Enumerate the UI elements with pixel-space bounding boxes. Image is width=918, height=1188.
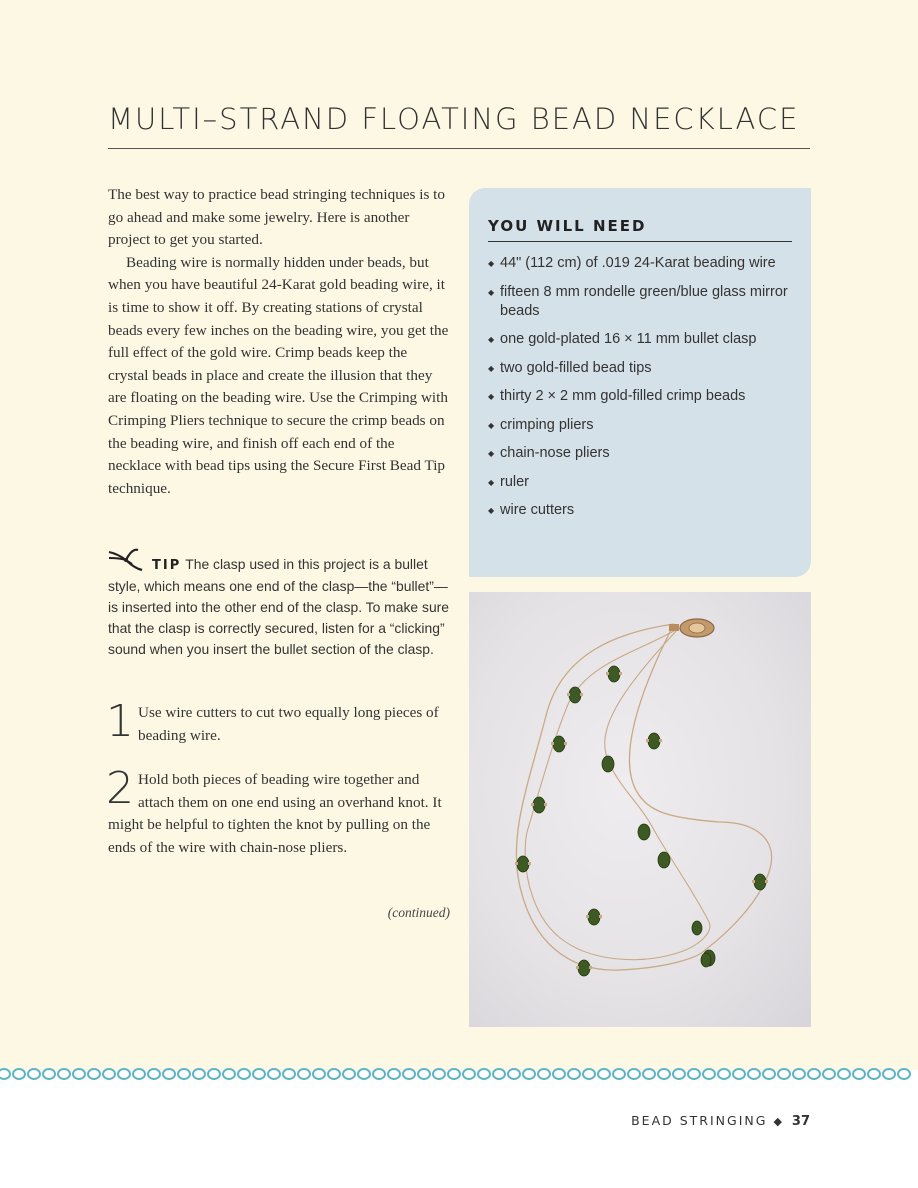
chain-link — [358, 1069, 370, 1079]
chain-link — [733, 1069, 745, 1079]
chain-link — [133, 1069, 145, 1079]
chain-link — [688, 1069, 700, 1079]
you-will-need-title: YOU WILL NEED — [488, 217, 792, 242]
step-number: 2 — [106, 763, 134, 814]
chain-link — [148, 1069, 160, 1079]
chain-link — [553, 1069, 565, 1079]
chain-link — [658, 1069, 670, 1079]
chain-link — [673, 1069, 685, 1079]
materials-list — [488, 254, 798, 530]
tip-text: The clasp used in this project is a bullet style, which means one end of the clasp—the “bullet”—is inserted into the other end of the clasp. To make sure that the clasp is correctly secured, listen for a “clicking” sound when you insert the bullet section of the clasp. — [108, 556, 450, 657]
chain-link — [853, 1069, 865, 1079]
chain-link — [238, 1069, 250, 1079]
diamond-icon: ◆ — [773, 1115, 784, 1128]
chain-link — [598, 1069, 610, 1079]
list-item: ◆ wire cutters — [488, 501, 798, 520]
intro-paragraph-2: Beading wire is normally hidden under beads, but when you have beautiful 24-Karat gold beading wire, it is time to show it off. By creating stations of crystal beads every few inches on the beading wire, you get the full effect of the gold wire. Crimp beads keep the crystal beads in place and create the illusion that they are floating on the beading wire. Use the Crimping with Crimping Pliers technique to secure the crimp beads on the beading wire, and finish off each end of the necklace with bead tips using the Secure First Bead Tip technique. — [108, 253, 449, 497]
pliers-icon — [108, 548, 152, 572]
list-item: ◆ thirty 2 × 2 mm gold-filled crimp beads — [488, 387, 798, 406]
chain-link — [178, 1069, 190, 1079]
chain-link — [643, 1069, 655, 1079]
chain-link — [493, 1069, 505, 1079]
chain-link — [523, 1069, 535, 1079]
chain-link — [868, 1069, 880, 1079]
continued-note: (continued) — [387, 905, 450, 920]
list-item: ◆ chain-nose pliers — [488, 444, 798, 463]
tip-block — [108, 548, 453, 660]
tip-label: TIP — [152, 558, 182, 573]
chain-link — [748, 1069, 760, 1079]
chain-link — [43, 1069, 55, 1079]
chain-link — [208, 1069, 220, 1079]
chain-link — [343, 1069, 355, 1079]
step-1 — [106, 696, 453, 747]
list-item: ◆ ruler — [488, 473, 798, 492]
chain-link — [73, 1069, 85, 1079]
chain-link — [838, 1069, 850, 1079]
chain-link — [583, 1069, 595, 1079]
page-title: MULTI–STRAND FLOATING BEAD NECKLACE — [108, 102, 800, 136]
chain-link — [703, 1069, 715, 1079]
chain-link — [808, 1069, 820, 1079]
chain-link — [883, 1069, 895, 1079]
chain-link — [898, 1069, 910, 1079]
chain-link — [0, 1069, 10, 1079]
chain-link — [103, 1069, 115, 1079]
chain-link — [508, 1069, 520, 1079]
intro-text — [108, 184, 450, 500]
chain-link — [448, 1069, 460, 1079]
chain-link — [268, 1069, 280, 1079]
chain-link — [793, 1069, 805, 1079]
chain-link — [313, 1069, 325, 1079]
chain-link — [538, 1069, 550, 1079]
chain-link — [718, 1069, 730, 1079]
chain-link — [628, 1069, 640, 1079]
chain-border — [0, 1064, 918, 1084]
chain-link — [403, 1069, 415, 1079]
chain-link — [118, 1069, 130, 1079]
chain-link — [253, 1069, 265, 1079]
chain-link — [568, 1069, 580, 1079]
chain-link — [463, 1069, 475, 1079]
list-item: ◆ crimping pliers — [488, 416, 798, 435]
clasp-icon — [669, 619, 714, 637]
list-item: ◆ two gold-filled bead tips — [488, 359, 798, 378]
list-item: ◆ 44" (112 cm) of .019 24-Karat beading wire — [488, 254, 798, 273]
chain-link — [418, 1069, 430, 1079]
chain-link — [388, 1069, 400, 1079]
chain-link — [88, 1069, 100, 1079]
chain-link — [478, 1069, 490, 1079]
chain-link — [298, 1069, 310, 1079]
chain-link — [163, 1069, 175, 1079]
necklace-illustration — [469, 592, 811, 1027]
step-text: Use wire cutters to cut two equally long pieces of beading wire. — [138, 704, 439, 744]
title-rule — [108, 148, 810, 149]
chain-border-graphic — [0, 1064, 918, 1084]
intro-paragraph-1: The best way to practice bead stringing techniques is to go ahead and make some jewelry. Here is another project to get you started. — [108, 186, 445, 249]
chain-link — [823, 1069, 835, 1079]
chain-link — [13, 1069, 25, 1079]
chain-link — [223, 1069, 235, 1079]
chain-link — [778, 1069, 790, 1079]
step-2 — [106, 763, 453, 859]
step-text: Hold both pieces of beading wire together and attach them on one end using an overhand knot. It might be helpful to tighten the knot by pulling on the ends of the wire with chain-nose pliers. — [108, 771, 442, 856]
chain-link — [58, 1069, 70, 1079]
chain-link — [613, 1069, 625, 1079]
chain-link — [373, 1069, 385, 1079]
you-will-need-box — [469, 188, 811, 577]
chain-link — [193, 1069, 205, 1079]
chain-link — [328, 1069, 340, 1079]
list-item: ◆ fifteen 8 mm rondelle green/blue glass mirror beads — [488, 283, 798, 321]
chain-link — [433, 1069, 445, 1079]
page-footer — [560, 1113, 810, 1129]
step-number: 1 — [106, 696, 134, 747]
chain-link — [283, 1069, 295, 1079]
chain-link — [763, 1069, 775, 1079]
page-number: 37 — [791, 1114, 810, 1129]
chain-link — [28, 1069, 40, 1079]
footer-section: BEAD STRINGING — [631, 1113, 768, 1128]
necklace-photo — [469, 592, 811, 1027]
list-item: ◆ one gold-plated 16 × 11 mm bullet clasp — [488, 330, 798, 349]
